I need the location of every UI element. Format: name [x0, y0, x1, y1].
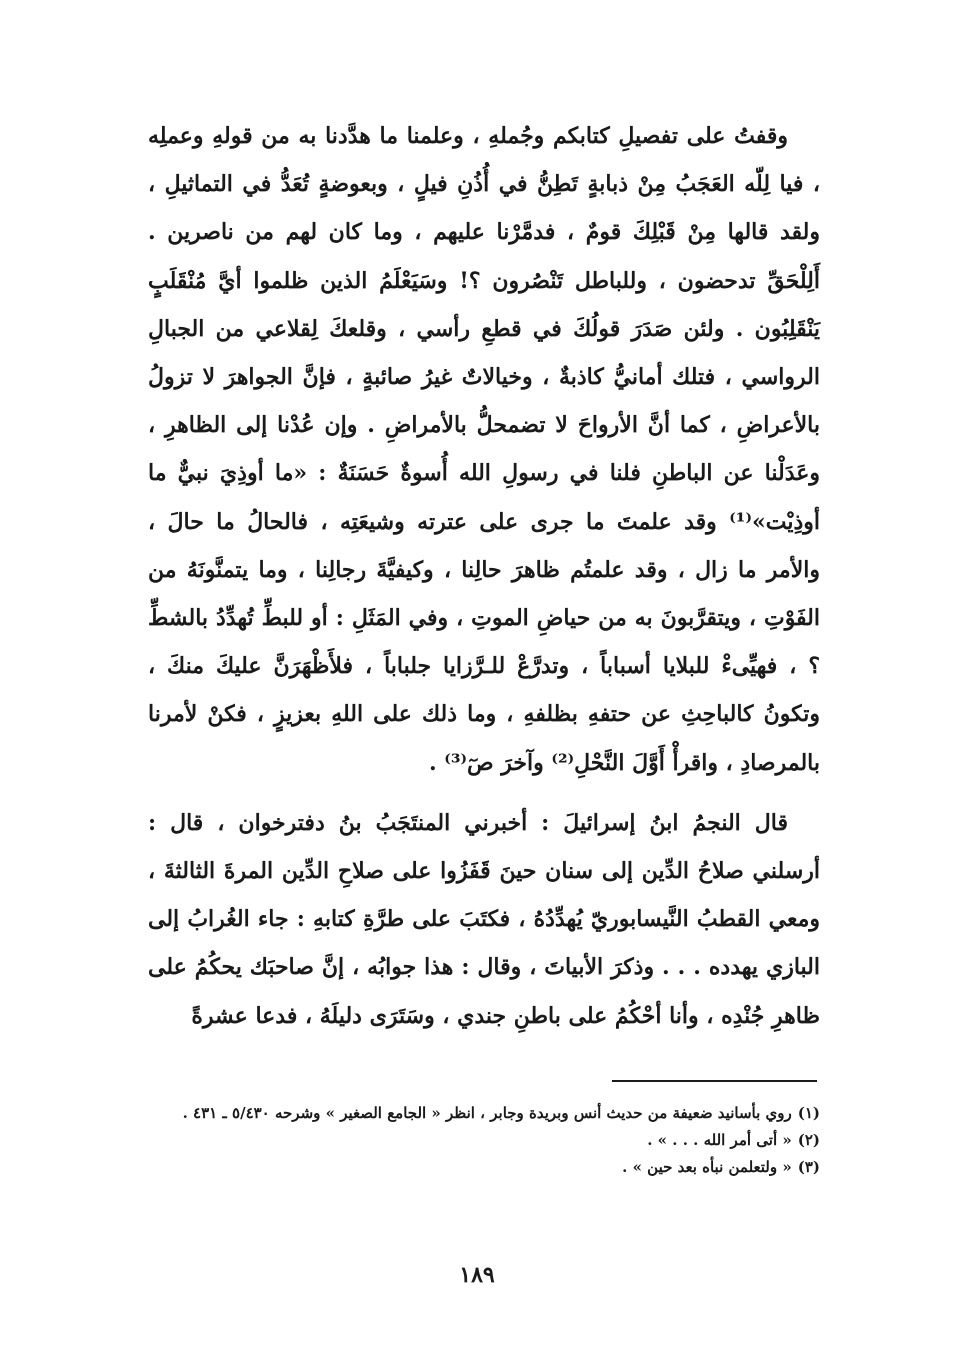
footnote-number: (٣) [797, 1158, 820, 1176]
footnotes [150, 1100, 820, 1181]
paragraph-narration: قال النجمُ ابنُ إسرائيلَ : أخبرني المنتَجَبُ بنُ دفترخوان ، قال : أرسلني صلاحُ الدِّين إلى سنان حينَ قَفَزُوا على صلاحِ الدِّين المرةَ الثالثةَ ، ومعي القطبُ النَّيسابوريّ يُهدِّدُهُ ، فكتَبَ على طرَّةِ كتابهِ : جاء الغُرابُ إلى البازي يهدده . . . وذكرَ الأبياتَ ، وقال : هذا جوابُه ، إنَّ صاحبَك يحكُمُ على ظاهرِ جُنْدِه ، وأنا أحْكُمُ على باطنِ جندي ، وسَتَرَى دليلَهُ ، فدعا عشرةً [148, 809, 820, 1029]
footnote-number: (٢) [797, 1131, 820, 1149]
page-number: ١٨٩ [459, 1262, 495, 1288]
main-text [148, 112, 820, 1040]
paragraph-letter: وقفتُ على تفصيلِ كتابكم وجُملهِ ، وعلمنا ما هدَّدنا به من قولهِ وعملِه ، فيا لِلّه العَجَبُ مِنْ ذبابةٍ تَطِنُّ في أُذُنِ فيلٍ ، وبعوضةٍ تُعَدُّ في التماثيلِ ، ولقد قالها مِنْ قَبْلِكَ قومٌ ، فدمَّرْنا عليهم ، وما كان لهم من ناصرين . أَلِلْحَقِّ تدحضون ، وللباطل تَنْصُرون ؟! وسَيَعْلَمُ الذين ظلموا أيَّ مُنْقَلَبٍ يَنْقَلِبُون . ولئن صَدَرَ قولُكَ في قطعِ رأسي ، وقلعكَ لِقلاعي من الجبالِ الرواسي ، فتلك أمانيُّ كاذبةٌ ، وخيالاتٌ غيرُ صائبةٍ ، فإنَّ الجواهرَ لا تزولُ بالأعراضِ ، كما أنَّ الأرواحَ لا تضمحلُّ بالأمراضِ . وإن عُدْنا إلى الظاهرِ ، وعَدَلْنا عن الباطنِ فلنا في رسولِ الله أُسوةٌ حَسَنَةٌ : «ما أوذِيَ نبيٌّ ما أوذِيْت»⁽¹⁾ وقد علمتَ ما جرى على عترته وشيعَتِه ، فالحالُ ما حالَ ، والأمر ما زال ، وقد علمتُم ظاهرَ حالِنا ، وكيفيَّةَ رجالِنا ، وما يتمنَّونَهُ من الفَوْتِ ، ويتقرَّبونَ به من حياضِ الموتِ ، وفي المَثَلِ : أو للبطِّ تُهدِّدُ بالشطِّ ؟ ، فهيِّىءْ للبلايا أسباباً ، وتدرَّعْ للـرَّزايا جلباباً ، فلأَظْهَرَنَّ عليكَ منكَ ، وتكونُ كالباحِثِ عن حتفهِ بظلفهِ ، وما ذلك على اللهِ بعزيزٍ ، فكنْ لأمرنا بالمرصادِ ، واقرأْ أَوَّلَ النَّحْلِ⁽²⁾ وآخرَ صٓ⁽³⁾ . [148, 123, 820, 776]
footnote-item [150, 1127, 820, 1154]
footnote-text: « ولتعلمن نبأه بعد حين » . [622, 1158, 792, 1176]
footnote-divider [612, 1080, 817, 1082]
footnote-text: « أتى أمر الله . . . » . [647, 1131, 792, 1149]
footnote-number: (١) [797, 1104, 820, 1122]
footnote-text: روي بأسانيد ضعيفة من حديث أنس وبريدة وجابر ، انظر « الجامع الصغير » وشرحه ٥/٤٣٠ ـ ٤٣١ . [182, 1104, 792, 1122]
footnote-item [150, 1154, 820, 1181]
footnote-item [150, 1100, 820, 1127]
